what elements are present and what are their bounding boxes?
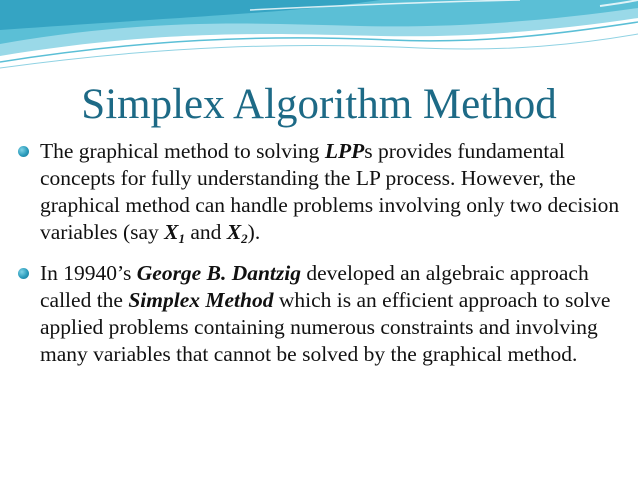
- bullet-dot-icon: [18, 146, 29, 157]
- bullet-text: and: [185, 220, 227, 244]
- bullet-text: ).: [247, 220, 261, 244]
- bullet-text: which is an efficient approach to solve applied problems containing numerous constraints and involving many variables that cannot be solved by the graphical method.: [40, 288, 611, 366]
- bullet-text: s provides fundamental concepts for fully understanding the LP process. However, the graphical method can handle problems involving only two decision variables (say: [40, 139, 620, 244]
- person-name: George B. Dantzig: [136, 261, 301, 285]
- bullet-item-simplex-history: [18, 260, 630, 368]
- term-simplex-method: Simplex Method: [128, 288, 274, 312]
- variable-x1: $X_1$: [164, 220, 186, 246]
- bullet-item-graphical-method: [18, 138, 630, 252]
- bullet-dot-icon: [18, 268, 29, 279]
- bullet-text: developed an algebraic approach called the: [40, 261, 589, 312]
- bullet-text: The graphical method to solving: [40, 139, 325, 163]
- header-wave-decoration: [0, 0, 638, 80]
- term-lpp: LPP: [324, 139, 365, 163]
- slide-title: Simplex Algorithm Method: [81, 81, 557, 128]
- variable-x2: $X_2$: [226, 220, 248, 246]
- bullet-text: In 19940’s: [40, 261, 137, 285]
- bullet-list: [18, 138, 630, 368]
